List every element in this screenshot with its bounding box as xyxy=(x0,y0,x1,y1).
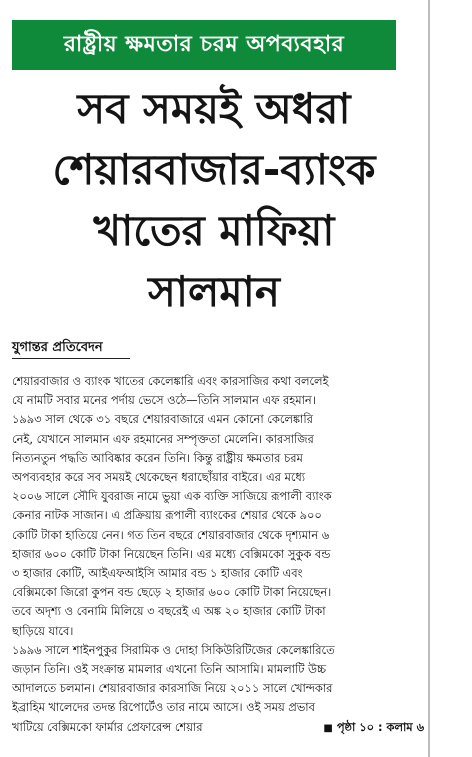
body-line: ছাড়িয়ে যাবে। xyxy=(12,623,74,638)
body-line: তবে অদৃশ্য ও বেনামি মিলিয়ে ৩ বছরেই এ অঙ্ক ২০ হাজার কোটি টাকা xyxy=(12,604,326,619)
body-line: যে নামটি সবার মনের পর্দায় ভেসে ওঠে—তিনি সালমান এফ রহমান। xyxy=(12,393,316,408)
body-line: বেক্সিমকো জিরো কুপন বন্ড ছেড়ে ২ হাজার ৬০০ কোটি টাকা নিয়েছেন। xyxy=(12,585,332,600)
body-line: অপব্যবহার করে সব সময়ই থেকেছেন ধরাছোঁয়ার বাইরে। এর মধ্যে xyxy=(12,470,306,485)
body-line: ১৯৯৩ সাল থেকে ৩১ বছরে শেয়ারবাজারে এমন কোনো কেলেঙ্কারি xyxy=(12,412,313,427)
square-bullet-icon: ■ xyxy=(323,722,333,734)
headline-line: খাতের মাফিয়া xyxy=(93,206,335,255)
body-line: নিত্যনতুন পদ্ধতি আবিষ্কার করেন তিনি। কিন্তু রাষ্ট্রীয় ক্ষমতার চরম xyxy=(12,450,303,465)
body-line: ৩ হাজার কোটি, আইএফআইসি আমার বন্ড ১ হাজার কোটি এবং xyxy=(12,566,303,581)
body-line: ইব্রাহিম খালেদের তদন্ত রিপোর্টেও তার নামে আসে। ওই সময় প্রভাব xyxy=(12,700,315,715)
continuation-jump xyxy=(323,718,424,738)
body-line: কোটি টাকা হাতিয়ে নেন। গত তিন বছরে শেয়ারবাজার থেকে দৃশ্যমান ৬ xyxy=(12,527,330,542)
body-line: জড়ান তিনি। ওই সংক্রান্ত মামলার এখনো তিনি আসামি। মামলাটি উচ্চ xyxy=(12,662,327,677)
body-line: কেনার নাটক সাজান। এ প্রক্রিয়ায় রূপালী ব্যাংকের শেয়ার থেকে ৯০০ xyxy=(12,508,322,523)
headline-line: সালমান xyxy=(148,267,280,316)
body-line: হাজার ৬০০ কোটি টাকা নিয়েছেন তিনি। এর মধ্যে বেক্সিমকো সুকুক বন্ড xyxy=(12,546,331,561)
article-body xyxy=(12,372,424,738)
body-last-line xyxy=(12,718,424,738)
headline-line: সব সময়ই অধরা xyxy=(77,84,351,133)
kicker-text: রাষ্ট্রীয় ক্ষমতার চরম অপব্যবহার xyxy=(63,31,345,57)
page-margin xyxy=(430,0,472,757)
headline-line: শেয়ারবাজার-ব্যাংক xyxy=(52,145,376,194)
headline xyxy=(8,78,420,322)
body-line: খাটিয়ে বেক্সিমকো ফার্মার প্রেফারেন্স শেয়ার xyxy=(12,719,203,734)
body-line: ১৯৯৬ সালে শাইনপুকুর সিরামিক ও দোহা সিকিউরিটিজের কেলেঙ্কারিতে xyxy=(12,642,335,657)
jump-reference: পৃষ্ঠা ১০ : কলাম ৬ xyxy=(336,719,424,734)
body-line: ২০০৬ সালে সৌদি যুবরাজ নামে ভুয়া এক ব্যক্তি সাজিয়ে রূপালী ব্যাংক xyxy=(12,489,332,504)
kicker-banner xyxy=(12,20,396,70)
byline-underline xyxy=(12,358,130,359)
body-line: আদালতে চলমান। শেয়ারবাজার কারসাজি নিয়ে ২০১১ সালে খোন্দকার xyxy=(12,681,333,696)
body-line: নেই, যেখানে সালমান এফ রহমানের সম্পৃক্ততা মেলেনি। কারসাজির xyxy=(12,431,314,446)
body-line: শেয়ারবাজার ও ব্যাংক খাতের কেলেঙ্কারি এবং কারসাজির কথা বললেই xyxy=(12,374,329,388)
byline: যুগান্তর প্রতিবেদন xyxy=(12,340,103,355)
